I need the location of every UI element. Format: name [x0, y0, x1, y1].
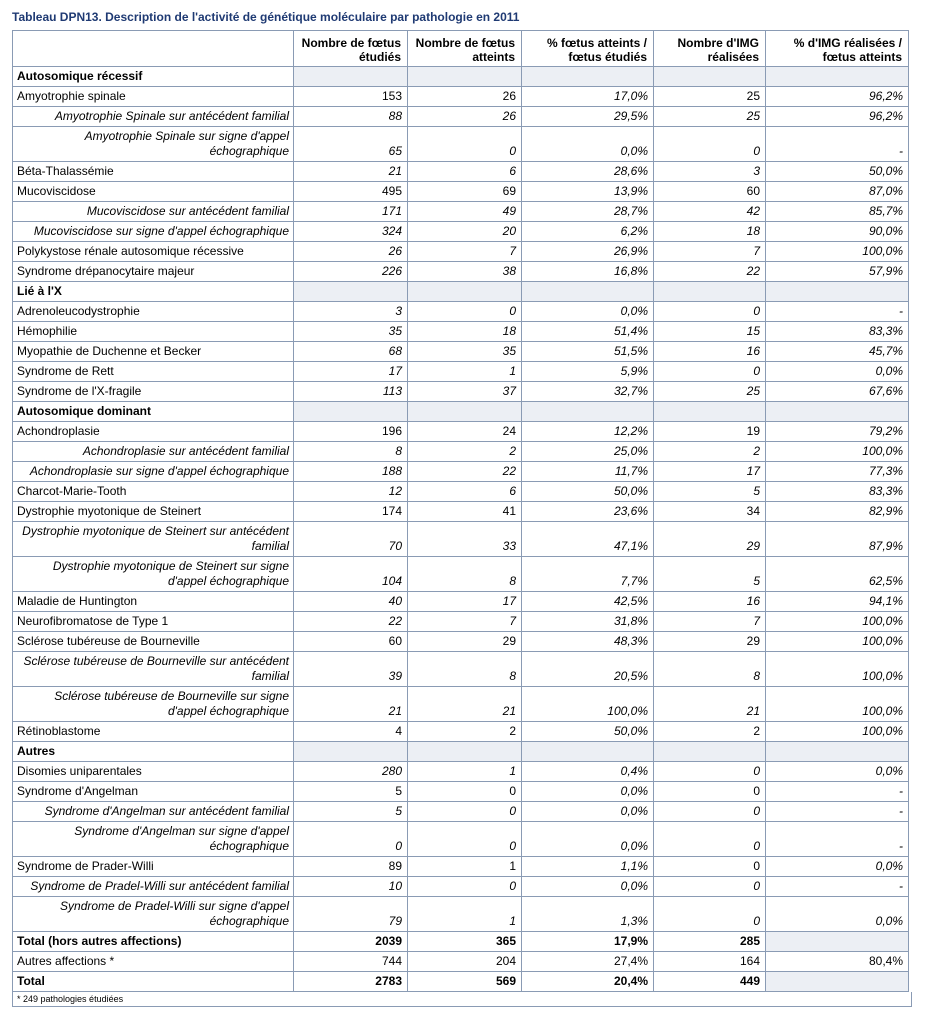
cell-value: 188 — [294, 462, 408, 482]
section-filler-cell — [294, 282, 408, 302]
cell-value: 18 — [408, 322, 522, 342]
section-filler-cell — [522, 742, 654, 762]
cell-value: 2 — [408, 722, 522, 742]
table-row — [13, 877, 909, 897]
cell-value: 8 — [408, 557, 522, 592]
table-row — [13, 202, 909, 222]
cell-value: 0 — [408, 127, 522, 162]
cell-value: 26,9% — [522, 242, 654, 262]
cell-value: 280 — [294, 762, 408, 782]
cell-value: 0,0% — [766, 762, 909, 782]
section-filler-cell — [522, 402, 654, 422]
cell-value: 5 — [654, 557, 766, 592]
cell-value: 22 — [408, 462, 522, 482]
section-label: Autosomique récessif — [13, 67, 294, 87]
cell-value: 6,2% — [522, 222, 654, 242]
table-row — [13, 502, 909, 522]
cell-value: 0,0% — [766, 897, 909, 932]
total-value: 164 — [654, 952, 766, 972]
cell-value: - — [766, 127, 909, 162]
table-row — [13, 482, 909, 502]
row-label: Sclérose tubéreuse de Bourneville — [13, 632, 294, 652]
row-label: Dystrophie myotonique de Steinert — [13, 502, 294, 522]
cell-value: 32,7% — [522, 382, 654, 402]
total-value: 204 — [408, 952, 522, 972]
cell-value: 6 — [408, 482, 522, 502]
row-label: Amyotrophie Spinale sur antécédent familial — [13, 107, 294, 127]
total-row — [13, 952, 909, 972]
cell-value: 1,3% — [522, 897, 654, 932]
cell-value: 6 — [408, 162, 522, 182]
cell-value: 19 — [654, 422, 766, 442]
cell-value: 22 — [654, 262, 766, 282]
cell-value: 0 — [654, 802, 766, 822]
cell-value: 0 — [654, 877, 766, 897]
cell-value: 35 — [408, 342, 522, 362]
table-row — [13, 182, 909, 202]
table-row — [13, 722, 909, 742]
cell-value: 7 — [654, 242, 766, 262]
cell-value: 40 — [294, 592, 408, 612]
cell-value: 60 — [294, 632, 408, 652]
cell-value: 1 — [408, 762, 522, 782]
section-filler-cell — [766, 402, 909, 422]
cell-value: 153 — [294, 87, 408, 107]
cell-value: 7 — [408, 242, 522, 262]
cell-value: 85,7% — [766, 202, 909, 222]
cell-value: 50,0% — [522, 722, 654, 742]
row-label: Syndrome de Pradel-Willi sur signe d'appel échographique — [13, 897, 294, 932]
cell-value: 1 — [408, 362, 522, 382]
cell-value: 12,2% — [522, 422, 654, 442]
total-value: 2783 — [294, 972, 408, 992]
cell-value: 0 — [654, 897, 766, 932]
table-row — [13, 857, 909, 877]
section-filler-cell — [408, 67, 522, 87]
section-filler-cell — [294, 742, 408, 762]
cell-value: 57,9% — [766, 262, 909, 282]
cell-value: 0 — [408, 782, 522, 802]
cell-value: 0,0% — [522, 802, 654, 822]
cell-value: 0 — [408, 822, 522, 857]
table-row — [13, 592, 909, 612]
cell-value: 70 — [294, 522, 408, 557]
cell-value: 16 — [654, 592, 766, 612]
row-label: Amyotrophie Spinale sur signe d'appel échographique — [13, 127, 294, 162]
section-filler-cell — [522, 282, 654, 302]
row-label: Achondroplasie — [13, 422, 294, 442]
cell-value: 0 — [654, 762, 766, 782]
cell-value: 0 — [408, 802, 522, 822]
total-value — [766, 972, 909, 992]
cell-value: 67,6% — [766, 382, 909, 402]
cell-value: 68 — [294, 342, 408, 362]
cell-value: 29 — [654, 522, 766, 557]
cell-value: - — [766, 877, 909, 897]
total-row — [13, 932, 909, 952]
cell-value: 17,0% — [522, 87, 654, 107]
cell-value: 0 — [408, 302, 522, 322]
cell-value: 23,6% — [522, 502, 654, 522]
cell-value: 113 — [294, 382, 408, 402]
cell-value: 60 — [654, 182, 766, 202]
cell-value: 100,0% — [766, 722, 909, 742]
cell-value: 29 — [654, 632, 766, 652]
cell-value: 48,3% — [522, 632, 654, 652]
section-filler-cell — [294, 67, 408, 87]
row-label: Polykystose rénale autosomique récessive — [13, 242, 294, 262]
cell-value: 16,8% — [522, 262, 654, 282]
header-foetus-etudies: Nombre de fœtus étudiés — [294, 31, 408, 67]
cell-value: 35 — [294, 322, 408, 342]
cell-value: 38 — [408, 262, 522, 282]
cell-value: 2 — [654, 722, 766, 742]
cell-value: 2 — [408, 442, 522, 462]
cell-value: - — [766, 302, 909, 322]
row-label: Syndrome d'Angelman sur antécédent familial — [13, 802, 294, 822]
cell-value: 5,9% — [522, 362, 654, 382]
section-row — [13, 402, 909, 422]
row-label: Mucoviscidose sur antécédent familial — [13, 202, 294, 222]
cell-value: 7 — [654, 612, 766, 632]
total-value: 27,4% — [522, 952, 654, 972]
cell-value: 1 — [408, 897, 522, 932]
footnote: * 249 pathologies étudiées — [17, 994, 124, 1004]
cell-value: 50,0% — [522, 482, 654, 502]
total-label: Autres affections * — [13, 952, 294, 972]
cell-value: 96,2% — [766, 87, 909, 107]
cell-value: 62,5% — [766, 557, 909, 592]
cell-value: 96,2% — [766, 107, 909, 127]
table-row — [13, 422, 909, 442]
cell-value: 17 — [654, 462, 766, 482]
row-label: Maladie de Huntington — [13, 592, 294, 612]
cell-value: 8 — [294, 442, 408, 462]
cell-value: 26 — [408, 87, 522, 107]
cell-value: 21 — [294, 162, 408, 182]
cell-value: 100,0% — [766, 612, 909, 632]
cell-value: 79 — [294, 897, 408, 932]
section-filler-cell — [654, 282, 766, 302]
cell-value: 82,9% — [766, 502, 909, 522]
row-label: Achondroplasie sur antécédent familial — [13, 442, 294, 462]
cell-value: 15 — [654, 322, 766, 342]
total-value: 569 — [408, 972, 522, 992]
table-body — [13, 67, 909, 992]
cell-value: 3 — [654, 162, 766, 182]
header-pct-atteints: % fœtus atteints / fœtus étudiés — [522, 31, 654, 67]
total-row — [13, 972, 909, 992]
table-row — [13, 302, 909, 322]
cell-value: 42,5% — [522, 592, 654, 612]
cell-value: 89 — [294, 857, 408, 877]
footnote-row — [12, 992, 912, 1007]
table-row — [13, 802, 909, 822]
cell-value: 69 — [408, 182, 522, 202]
cell-value: 26 — [408, 107, 522, 127]
cell-value: 324 — [294, 222, 408, 242]
section-label: Autres — [13, 742, 294, 762]
cell-value: 28,7% — [522, 202, 654, 222]
section-filler-cell — [654, 402, 766, 422]
cell-value: 100,0% — [766, 242, 909, 262]
row-label: Syndrome de Rett — [13, 362, 294, 382]
row-label: Syndrome de Prader-Willi — [13, 857, 294, 877]
row-label: Disomies uniparentales — [13, 762, 294, 782]
cell-value: 21 — [294, 687, 408, 722]
cell-value: 5 — [294, 802, 408, 822]
header-empty — [13, 31, 294, 67]
row-label: Charcot-Marie-Tooth — [13, 482, 294, 502]
cell-value: 0 — [654, 127, 766, 162]
total-value: 449 — [654, 972, 766, 992]
section-filler-cell — [408, 282, 522, 302]
cell-value: 83,3% — [766, 322, 909, 342]
table-row — [13, 782, 909, 802]
table-row — [13, 262, 909, 282]
cell-value: 79,2% — [766, 422, 909, 442]
table-row — [13, 522, 909, 557]
cell-value: 51,5% — [522, 342, 654, 362]
cell-value: 0,0% — [766, 362, 909, 382]
section-filler-cell — [654, 742, 766, 762]
cell-value: 25 — [654, 382, 766, 402]
row-label: Sclérose tubéreuse de Bourneville sur signe d'appel échographique — [13, 687, 294, 722]
cell-value: 0,0% — [522, 877, 654, 897]
cell-value: 8 — [408, 652, 522, 687]
cell-value: 10 — [294, 877, 408, 897]
cell-value: 49 — [408, 202, 522, 222]
cell-value: 0,0% — [522, 782, 654, 802]
cell-value: 0 — [408, 877, 522, 897]
row-label: Béta-Thalassémie — [13, 162, 294, 182]
row-label: Dystrophie myotonique de Steinert sur antécédent familial — [13, 522, 294, 557]
table-row — [13, 687, 909, 722]
row-label: Syndrome drépanocytaire majeur — [13, 262, 294, 282]
cell-value: 5 — [294, 782, 408, 802]
cell-value: 0 — [654, 302, 766, 322]
cell-value: 0,0% — [766, 857, 909, 877]
cell-value: 100,0% — [766, 687, 909, 722]
cell-value: 0,0% — [522, 302, 654, 322]
cell-value: 41 — [408, 502, 522, 522]
cell-value: 33 — [408, 522, 522, 557]
table-title: Tableau DPN13. Description de l'activité de génétique moléculaire par pathologie en 2011 — [12, 10, 520, 24]
table-row — [13, 127, 909, 162]
cell-value: 26 — [294, 242, 408, 262]
table-row — [13, 222, 909, 242]
cell-value: 42 — [654, 202, 766, 222]
cell-value: 0,0% — [522, 127, 654, 162]
section-row — [13, 742, 909, 762]
row-label: Syndrome de l'X-fragile — [13, 382, 294, 402]
table-row — [13, 382, 909, 402]
cell-value: 100,0% — [766, 652, 909, 687]
cell-value: 88 — [294, 107, 408, 127]
section-filler-cell — [766, 67, 909, 87]
cell-value: 24 — [408, 422, 522, 442]
section-filler-cell — [766, 742, 909, 762]
table-row — [13, 87, 909, 107]
table-row — [13, 242, 909, 262]
cell-value: 5 — [654, 482, 766, 502]
cell-value: 100,0% — [522, 687, 654, 722]
cell-value: 21 — [408, 687, 522, 722]
cell-value: 171 — [294, 202, 408, 222]
cell-value: 29 — [408, 632, 522, 652]
header-img-realisees: Nombre d'IMG réalisées — [654, 31, 766, 67]
cell-value: 104 — [294, 557, 408, 592]
cell-value: 11,7% — [522, 462, 654, 482]
cell-value: 18 — [654, 222, 766, 242]
cell-value: 50,0% — [766, 162, 909, 182]
cell-value: 20 — [408, 222, 522, 242]
total-value: 365 — [408, 932, 522, 952]
table-row — [13, 162, 909, 182]
total-value: 20,4% — [522, 972, 654, 992]
cell-value: 16 — [654, 342, 766, 362]
cell-value: 29,5% — [522, 107, 654, 127]
cell-value: 13,9% — [522, 182, 654, 202]
cell-value: 226 — [294, 262, 408, 282]
section-label: Autosomique dominant — [13, 402, 294, 422]
row-label: Dystrophie myotonique de Steinert sur signe d'appel échographique — [13, 557, 294, 592]
cell-value: 0 — [654, 822, 766, 857]
row-label: Syndrome d'Angelman — [13, 782, 294, 802]
row-label: Hémophilie — [13, 322, 294, 342]
cell-value: 83,3% — [766, 482, 909, 502]
table-row — [13, 612, 909, 632]
row-label: Neurofibromatose de Type 1 — [13, 612, 294, 632]
total-value: 2039 — [294, 932, 408, 952]
cell-value: 45,7% — [766, 342, 909, 362]
cell-value: 174 — [294, 502, 408, 522]
cell-value: 87,0% — [766, 182, 909, 202]
cell-value: 39 — [294, 652, 408, 687]
cell-value: 1 — [408, 857, 522, 877]
cell-value: 0,4% — [522, 762, 654, 782]
cell-value: 8 — [654, 652, 766, 687]
section-row — [13, 282, 909, 302]
row-label: Achondroplasie sur signe d'appel échographique — [13, 462, 294, 482]
total-label: Total — [13, 972, 294, 992]
cell-value: 1,1% — [522, 857, 654, 877]
cell-value: 4 — [294, 722, 408, 742]
header-foetus-atteints: Nombre de fœtus atteints — [408, 31, 522, 67]
table-row — [13, 362, 909, 382]
cell-value: 20,5% — [522, 652, 654, 687]
cell-value: 25,0% — [522, 442, 654, 462]
table-row — [13, 762, 909, 782]
section-filler-cell — [766, 282, 909, 302]
table-row — [13, 342, 909, 362]
row-label: Syndrome d'Angelman sur signe d'appel échographique — [13, 822, 294, 857]
row-label: Mucoviscidose — [13, 182, 294, 202]
table-row — [13, 107, 909, 127]
header-row — [13, 31, 909, 67]
row-label: Rétinoblastome — [13, 722, 294, 742]
section-filler-cell — [654, 67, 766, 87]
row-label: Amyotrophie spinale — [13, 87, 294, 107]
cell-value: 90,0% — [766, 222, 909, 242]
cell-value: - — [766, 822, 909, 857]
cell-value: 0,0% — [522, 822, 654, 857]
table-row — [13, 462, 909, 482]
cell-value: 25 — [654, 107, 766, 127]
total-value: 17,9% — [522, 932, 654, 952]
cell-value: - — [766, 802, 909, 822]
cell-value: 100,0% — [766, 442, 909, 462]
cell-value: 87,9% — [766, 522, 909, 557]
table-row — [13, 652, 909, 687]
cell-value: 94,1% — [766, 592, 909, 612]
table-row — [13, 632, 909, 652]
cell-value: 47,1% — [522, 522, 654, 557]
section-filler-cell — [294, 402, 408, 422]
cell-value: 37 — [408, 382, 522, 402]
section-filler-cell — [408, 402, 522, 422]
row-label: Syndrome de Pradel-Willi sur antécédent familial — [13, 877, 294, 897]
cell-value: 7,7% — [522, 557, 654, 592]
cell-value: 65 — [294, 127, 408, 162]
cell-value: 495 — [294, 182, 408, 202]
cell-value: 28,6% — [522, 162, 654, 182]
total-label: Total (hors autres affections) — [13, 932, 294, 952]
cell-value: 0 — [654, 857, 766, 877]
section-row — [13, 67, 909, 87]
total-value: 285 — [654, 932, 766, 952]
cell-value: 51,4% — [522, 322, 654, 342]
table-row — [13, 557, 909, 592]
cell-value: 196 — [294, 422, 408, 442]
section-filler-cell — [408, 742, 522, 762]
cell-value: 17 — [294, 362, 408, 382]
cell-value: 12 — [294, 482, 408, 502]
cell-value: 22 — [294, 612, 408, 632]
row-label: Sclérose tubéreuse de Bourneville sur antécédent familial — [13, 652, 294, 687]
table-row — [13, 897, 909, 932]
cell-value: 0 — [294, 822, 408, 857]
cell-value: 0 — [654, 362, 766, 382]
row-label: Adrenoleucodystrophie — [13, 302, 294, 322]
section-filler-cell — [522, 67, 654, 87]
header-pct-img: % d'IMG réalisées / fœtus atteints — [766, 31, 909, 67]
cell-value: 34 — [654, 502, 766, 522]
section-label: Lié à l'X — [13, 282, 294, 302]
cell-value: 7 — [408, 612, 522, 632]
cell-value: - — [766, 782, 909, 802]
row-label: Myopathie de Duchenne et Becker — [13, 342, 294, 362]
cell-value: 2 — [654, 442, 766, 462]
data-table — [12, 30, 909, 992]
cell-value: 0 — [654, 782, 766, 802]
cell-value: 100,0% — [766, 632, 909, 652]
cell-value: 25 — [654, 87, 766, 107]
cell-value: 31,8% — [522, 612, 654, 632]
row-label: Mucoviscidose sur signe d'appel échographique — [13, 222, 294, 242]
total-value: 744 — [294, 952, 408, 972]
cell-value: 17 — [408, 592, 522, 612]
total-value: 80,4% — [766, 952, 909, 972]
table-row — [13, 822, 909, 857]
cell-value: 21 — [654, 687, 766, 722]
table-row — [13, 322, 909, 342]
cell-value: 77,3% — [766, 462, 909, 482]
cell-value: 3 — [294, 302, 408, 322]
table-row — [13, 442, 909, 462]
total-value — [766, 932, 909, 952]
